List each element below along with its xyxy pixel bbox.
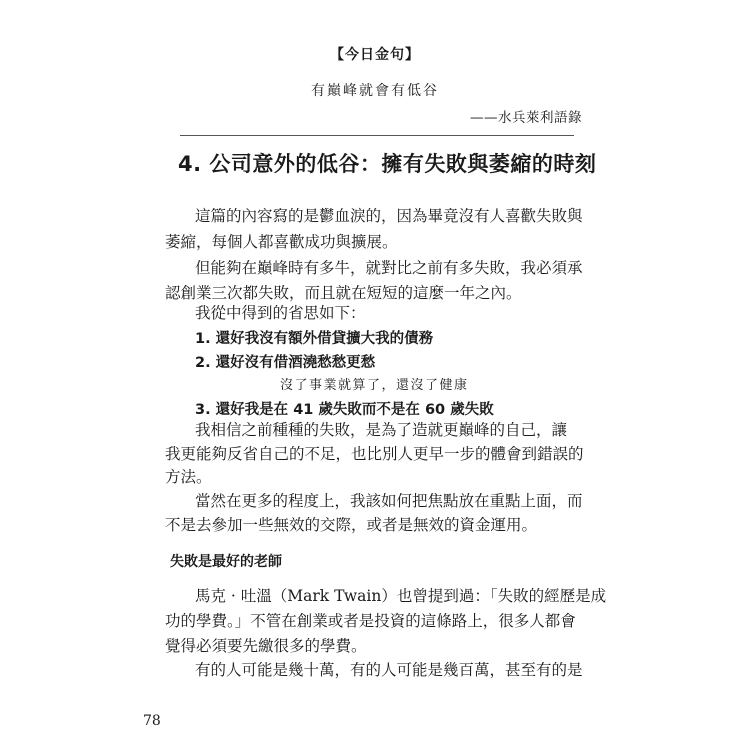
- chapter-title: 4. 公司意外的低谷：擁有失敗與萎縮的時刻: [178, 152, 597, 176]
- paragraph-line: 我相信之前種種的失敗，是為了造就更巔峰的自己，讓: [195, 421, 568, 439]
- paragraph-line: 馬克 · 吐溫（Mark Twain）也曾提到過：「失敗的經歷是成: [195, 587, 607, 605]
- paragraph-line: 但能夠在巔峰時有多牛，就對比之前有多失敗，我必須承: [195, 259, 583, 277]
- paragraph-line: 認創業三次都失敗，而且就在短短的這麼一年之內。: [165, 284, 522, 302]
- reflection-item: 1. 還好我沒有額外借貸擴大我的債務: [195, 331, 434, 347]
- paragraph-line: 功的學費。」不管在創業或者是投資的這條路上，很多人都會: [165, 612, 576, 630]
- paragraph-line: 覺得必須要先繳很多的學費。: [165, 637, 367, 655]
- quote-box-header: 【今日金句】: [330, 47, 420, 63]
- page-number: 78: [143, 713, 161, 729]
- paragraph-line: 萎縮，每個人都喜歡成功與擴展。: [165, 233, 398, 251]
- reflection-item: 3. 還好我是在 41 歲失敗而不是在 60 歲失敗: [195, 402, 494, 418]
- section-heading: 失敗是最好的老師: [170, 554, 282, 570]
- inline-quote: 沒了事業就算了，還沒了健康: [280, 378, 469, 393]
- reflection-item: 2. 還好沒有借酒澆愁愁更愁: [195, 355, 376, 371]
- daily-quote: 有巔峰就會有低谷: [311, 83, 439, 99]
- paragraph-line: 不是去參加一些無效的交際，或者是無效的資金運用。: [165, 516, 538, 534]
- quote-source: ——水兵萊利語錄: [470, 110, 582, 126]
- paragraph-line: 這篇的內容寫的是鬱血淚的，因為畢竟沒有人喜歡失敗與: [195, 207, 583, 225]
- divider-rule: [180, 135, 574, 136]
- paragraph-line: 我更能夠反省自己的不足，也比別人更早一步的體會到錯誤的: [165, 445, 584, 463]
- paragraph-line: 有的人可能是幾十萬，有的人可能是幾百萬，甚至有的是: [195, 661, 583, 679]
- paragraph-line: 當然在更多的程度上，我該如何把焦點放在重點上面，而: [195, 492, 583, 510]
- paragraph-line: 我從中得到的省思如下：: [195, 304, 366, 322]
- paragraph-line: 方法。: [165, 468, 212, 486]
